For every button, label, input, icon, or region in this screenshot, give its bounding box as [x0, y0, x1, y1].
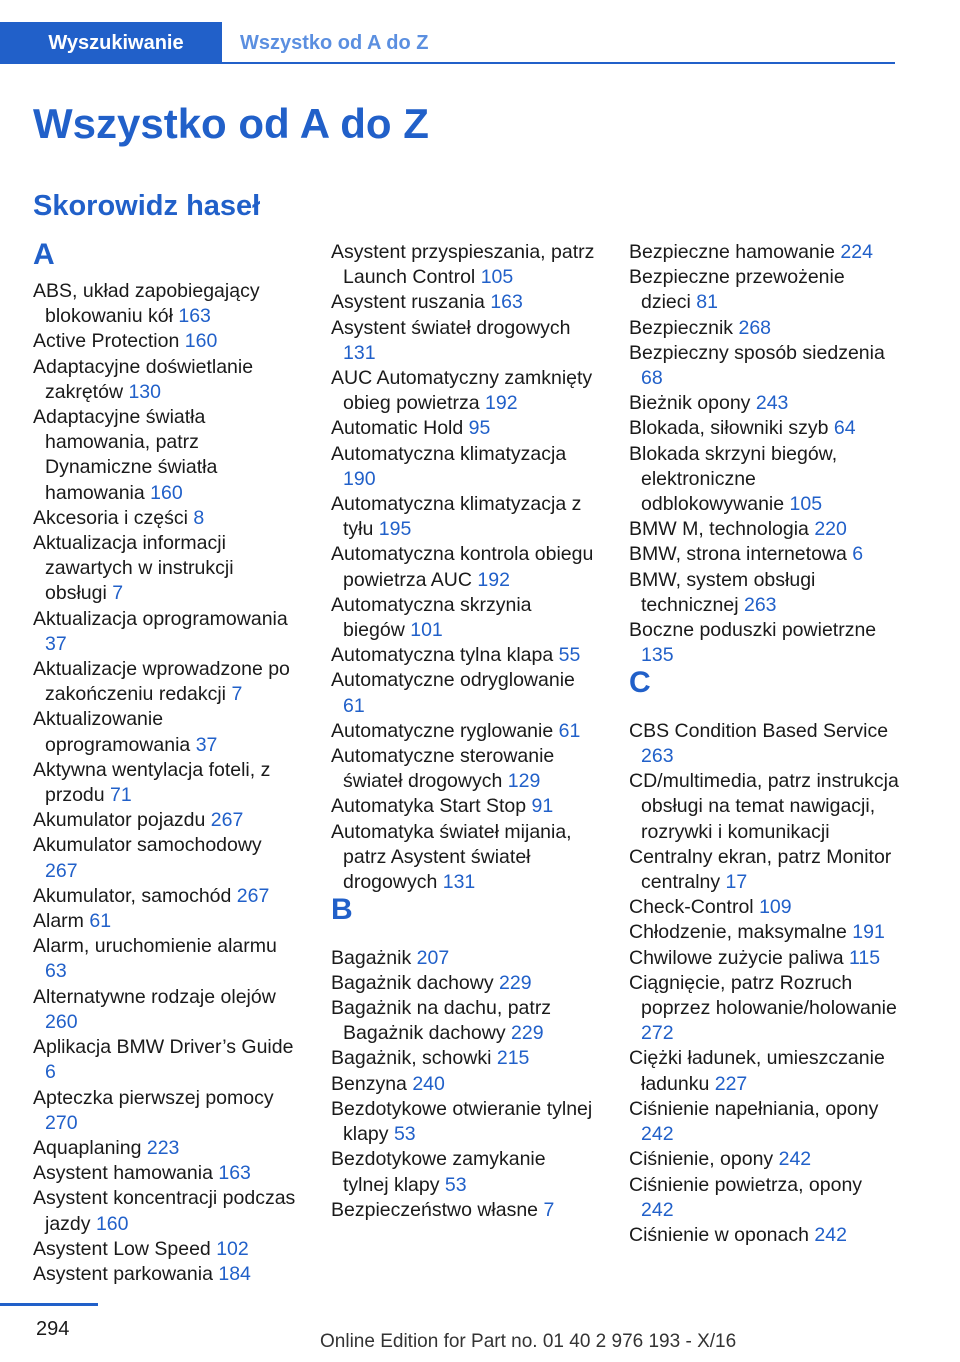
index-entry-text: Akumulator samochodowy — [33, 834, 262, 857]
index-entry — [629, 416, 899, 441]
index-entry-text: AUC Automatyczny zamknięty obieg powietrza — [331, 367, 593, 415]
index-page-link[interactable]: 135 — [641, 644, 674, 667]
index-entry — [629, 1223, 899, 1248]
index-entry — [33, 1262, 298, 1287]
index-page-link[interactable]: 267 — [210, 809, 244, 832]
index-entry-text: Automatic Hold — [331, 417, 464, 440]
index-entry — [629, 240, 899, 265]
index-entry-text: Bagażnik, schowki — [331, 1047, 492, 1070]
index-entry — [629, 719, 899, 769]
index-entry — [331, 794, 596, 819]
tab-a-to-z[interactable]: Wszystko od A do Z — [240, 32, 429, 54]
page-number: 294 — [36, 1318, 70, 1340]
page-title: Wszystko od A do Z — [33, 100, 429, 147]
index-page-link[interactable]: 267 — [236, 884, 270, 907]
index-entry-text: Automatyczne odryglowanie — [331, 669, 575, 692]
index-page-link[interactable]: 184 — [218, 1262, 251, 1285]
index-entry-text: Blokada, siłowniki szyb — [629, 417, 829, 440]
header-bar — [0, 22, 895, 64]
index-entry-text: Automatyka świateł mijania, patrz Asystent świateł drogowych — [331, 820, 572, 894]
index-entry — [331, 744, 596, 794]
index-page-link[interactable]: 229 — [511, 1022, 544, 1045]
index-page-link[interactable]: 130 — [128, 380, 161, 403]
index-entry-text: BMW, strona internetowa — [629, 543, 847, 566]
index-entry — [33, 985, 298, 1035]
index-entry-text: Bezdotykowe zamykanie tylnej klapy — [331, 1148, 546, 1196]
index-entry — [33, 1186, 298, 1236]
index-entry-text: Aktualizacja oprogramowania — [33, 607, 288, 630]
index-page-link[interactable]: 268 — [738, 316, 772, 339]
index-letter-heading: C — [629, 666, 651, 700]
index-entry — [33, 833, 298, 883]
index-entry — [33, 355, 298, 405]
index-page-link[interactable]: 102 — [216, 1237, 249, 1260]
index-entry — [629, 391, 899, 416]
index-page-link[interactable]: 229 — [499, 971, 532, 994]
index-page-link[interactable]: 105 — [480, 266, 514, 289]
index-page-link[interactable]: 242 — [641, 1123, 674, 1146]
index-entry — [331, 1072, 596, 1097]
index-entry — [33, 405, 298, 506]
index-page-link[interactable]: 61 — [89, 910, 112, 933]
index-page-link[interactable]: 242 — [814, 1223, 847, 1246]
index-entry — [331, 542, 596, 592]
index-entry — [331, 719, 596, 744]
index-entry — [33, 808, 298, 833]
index-page-link[interactable]: 64 — [833, 417, 856, 440]
index-page-link[interactable]: 91 — [531, 795, 554, 818]
index-page-link[interactable]: 81 — [696, 291, 718, 314]
index-page-link[interactable]: 224 — [840, 241, 873, 263]
index-page-link[interactable]: 223 — [146, 1136, 180, 1159]
index-entry-text: Asystent parkowania — [33, 1262, 213, 1285]
index-entry-text: Chwilowe zużycie paliwa — [629, 946, 844, 969]
index-entry-text: Chłodzenie, maksymalne — [629, 921, 847, 944]
index-entry — [331, 316, 596, 366]
index-entry — [629, 568, 899, 618]
index-letter-heading: B — [331, 893, 353, 927]
index-page-link[interactable]: 53 — [393, 1123, 416, 1146]
index-page-link[interactable]: 115 — [849, 946, 881, 969]
index-entry-text: Alarm, uruchomienie alarmu — [33, 935, 277, 958]
footer-edition: Online Edition for Part no. 01 40 2 976 193 - X/16 — [320, 1331, 737, 1352]
index-entry — [33, 531, 298, 607]
index-entry-text: Benzyna — [331, 1072, 407, 1095]
index-page-link[interactable]: 131 — [442, 871, 476, 894]
index-page-link[interactable]: 37 — [195, 733, 218, 756]
index-entry — [629, 1147, 899, 1172]
index-entry-text: Automatyczna kontrola obiegu powietrza AUC — [331, 543, 594, 591]
index-entry — [629, 946, 899, 971]
index-entry — [331, 1046, 596, 1071]
index-entry-text: Aplikacja BMW Driver’s Guide — [33, 1036, 294, 1059]
index-entry-text: Automatyczna skrzynia biegów — [331, 593, 532, 642]
index-page-link[interactable]: 7 — [112, 582, 124, 605]
index-entry-text: Akumulator pojazdu — [33, 809, 206, 832]
index-page-link[interactable]: 191 — [852, 921, 885, 944]
index-page-link[interactable]: 37 — [45, 632, 67, 655]
index-page-link[interactable]: 6 — [852, 543, 864, 566]
index-entry — [629, 517, 899, 542]
index-entry-text: Asystent hamowania — [33, 1162, 213, 1185]
index-page-link[interactable]: 17 — [725, 871, 748, 894]
index-entry — [33, 1237, 298, 1262]
index-column-1 — [33, 240, 298, 1287]
index-page-link[interactable]: 195 — [378, 518, 412, 541]
index-page-link[interactable]: 263 — [743, 593, 777, 616]
index-page-link[interactable]: 267 — [45, 859, 78, 882]
index-entry — [629, 316, 899, 341]
index-entry — [33, 909, 298, 934]
index-entry-text: Alternatywne rodzaje olejów — [33, 985, 276, 1008]
index-entry — [33, 506, 298, 531]
index-page-link[interactable]: 192 — [485, 392, 518, 415]
index-page-link[interactable]: 160 — [95, 1212, 129, 1235]
index-entry-text: Ciśnienie, opony — [629, 1148, 774, 1171]
index-entry-text: Check-Control — [629, 896, 754, 919]
index-entry-text: Ciśnienie napełniania, opony — [629, 1097, 879, 1120]
index-entry — [629, 341, 899, 391]
index-entry — [331, 366, 596, 416]
index-entry — [331, 1198, 596, 1223]
index-entry-text: Boczne poduszki powietrzne — [629, 619, 877, 642]
index-entry — [629, 1097, 899, 1147]
index-page-link[interactable]: 63 — [45, 960, 67, 983]
index-page-link[interactable]: 61 — [558, 719, 581, 742]
index-entry-text: Bagażnik dachowy — [331, 971, 494, 994]
index-entry — [629, 769, 899, 845]
index-page-link[interactable]: 207 — [416, 946, 450, 969]
index-page-link[interactable]: 105 — [789, 493, 823, 516]
index-entry-text: Ciśnienie powietrza, opony — [629, 1173, 863, 1196]
index-page-link[interactable]: 190 — [343, 467, 376, 490]
index-entry-text: Blokada skrzyni biegów, elektroniczne odblokowywanie — [629, 442, 838, 516]
index-entry — [331, 442, 596, 492]
index-entry — [331, 240, 596, 290]
index-entry — [33, 329, 298, 354]
index-page-link[interactable]: 263 — [641, 745, 674, 768]
index-entry-text: Bagażnik na dachu, patrz Bagażnik dachowy — [331, 997, 552, 1045]
index-page-link[interactable]: 260 — [45, 1010, 78, 1033]
index-entry — [33, 657, 298, 707]
index-entry-text: Bezpieczeństwo własne — [331, 1198, 539, 1221]
index-page-link[interactable]: 61 — [343, 694, 365, 717]
index-entry — [629, 1173, 899, 1223]
section-title: Skorowidz haseł — [33, 190, 261, 222]
index-page-link[interactable]: 7 — [543, 1198, 555, 1221]
index-entry-text: Bagażnik — [331, 946, 412, 969]
index-page-link[interactable]: 131 — [343, 341, 376, 364]
index-entry-text: Aktywna wentylacja foteli, z przodu — [33, 758, 271, 807]
index-entry — [331, 593, 596, 643]
index-page-link[interactable]: 243 — [755, 392, 789, 415]
index-entry-text: Akcesoria i części — [33, 506, 188, 529]
index-entry-text: Bezpieczny sposób siedzenia — [629, 341, 885, 364]
index-entry-text: Aquaplaning — [33, 1136, 142, 1159]
index-page-link[interactable]: 55 — [558, 644, 581, 667]
index-entry-text: CBS Condition Based Service — [629, 719, 889, 742]
index-page-link[interactable]: 215 — [496, 1047, 530, 1070]
index-entry-text: CD/multimedia, patrz instrukcja obsługi na temat nawigacji, rozrywki i komunikacji — [629, 770, 899, 843]
index-entry — [33, 934, 298, 984]
index-column-2 — [331, 240, 596, 1223]
index-entry-text: Bezpieczne hamowanie — [629, 241, 835, 263]
index-column-3 — [629, 240, 899, 1248]
index-entry — [33, 758, 298, 808]
index-entry — [33, 1035, 298, 1085]
index-entry-text: BMW M, technologia — [629, 518, 809, 541]
index-page-link[interactable]: 95 — [468, 417, 491, 440]
index-entry — [629, 895, 899, 920]
index-entry — [629, 442, 899, 518]
index-entry-text: Apteczka pierwszej pomocy — [33, 1086, 274, 1109]
index-page-link[interactable]: 163 — [178, 305, 211, 328]
index-entry — [331, 971, 596, 996]
index-entry-text: Automatyka Start Stop — [331, 795, 527, 818]
index-entry-text: Automatyczne ryglowanie — [331, 719, 554, 742]
index-entry-text: Adaptacyjne światła hamowania, patrz Dynamiczne światła hamowania — [33, 406, 218, 504]
index-entry — [629, 618, 899, 668]
index-page-link[interactable]: 109 — [759, 896, 792, 919]
index-letter-heading: A — [33, 238, 55, 271]
index-page-link[interactable]: 163 — [218, 1162, 251, 1185]
index-entry — [33, 607, 298, 657]
index-page-link[interactable]: 53 — [444, 1173, 467, 1196]
index-entry — [331, 643, 596, 668]
index-entry — [331, 1147, 596, 1197]
index-page-link[interactable]: 129 — [507, 770, 541, 793]
index-page-link[interactable]: 7 — [231, 683, 243, 706]
index-entry-text: Asystent przyspieszania, patrz Launch Control — [331, 241, 595, 289]
index-entry-text: Bezdotykowe otwieranie tylnej klapy — [331, 1097, 593, 1146]
index-entry — [331, 416, 596, 441]
index-page-link[interactable]: 272 — [641, 1022, 674, 1045]
index-page-link[interactable]: 163 — [490, 291, 523, 314]
index-entry — [331, 492, 596, 542]
index-entry-text: Automatyczne sterowanie świateł drogowych — [331, 745, 555, 793]
index-page-link[interactable]: 8 — [193, 506, 205, 529]
index-entry — [331, 996, 596, 1046]
index-page-link[interactable]: 220 — [814, 518, 847, 541]
index-entry — [33, 1161, 298, 1186]
index-entry-text: Asystent koncentracji podczas jazdy — [33, 1187, 296, 1235]
index-page-link[interactable]: 242 — [778, 1148, 812, 1171]
index-page-link[interactable]: 242 — [641, 1198, 674, 1221]
index-entry — [629, 1046, 899, 1096]
index-page-link[interactable]: 101 — [410, 619, 443, 642]
index-entry-text: Ciężki ładunek, umieszczanie ładunku — [629, 1047, 885, 1095]
index-entry — [33, 1086, 298, 1136]
index-page-link[interactable]: 227 — [714, 1072, 748, 1095]
index-entry-text: Automatyczna klimatyzacja — [331, 442, 567, 465]
index-page-link[interactable]: 160 — [184, 330, 218, 353]
index-entry-text: Active Protection — [33, 330, 180, 353]
index-entry — [33, 707, 298, 757]
index-entry-text: Bezpieczne przewożenie dzieci — [629, 266, 845, 314]
index-entry — [33, 884, 298, 909]
index-entry-text: Alarm — [33, 910, 84, 933]
index-entry-text: Aktualizacje wprowadzone po zakończeniu redakcji — [33, 658, 290, 706]
index-entry-text: Adaptacyjne doświetlanie zakrętów — [33, 355, 254, 403]
index-page-link[interactable]: 160 — [150, 481, 183, 504]
index-entry — [629, 920, 899, 945]
index-entry-text: Automatyczna tylna klapa — [331, 644, 554, 667]
index-entry-text: Automatyczna klimatyzacja z tyłu — [331, 493, 582, 541]
index-entry-text: Bezpiecznik — [629, 316, 734, 339]
index-entry — [331, 290, 596, 315]
index-page-link[interactable]: 71 — [110, 784, 132, 807]
index-entry — [331, 668, 596, 718]
index-entry-text: Akumulator, samochód — [33, 884, 232, 907]
page-number-bar — [0, 1303, 98, 1306]
index-entry-text: Aktualizacja informacji zawartych w instrukcji obsługi — [33, 532, 234, 605]
index-entry-text: Aktualizowanie oprogramowania — [33, 708, 191, 756]
index-entry-text: Ciśnienie w oponach — [629, 1223, 809, 1246]
index-entry-text: Centralny ekran, patrz Monitor centralny — [629, 845, 892, 894]
index-entry-text: Asystent świateł drogowych — [331, 316, 571, 339]
index-entry — [33, 1136, 298, 1161]
index-entry-text: Asystent ruszania — [331, 291, 485, 314]
index-entry — [331, 946, 596, 971]
index-entry — [33, 279, 298, 329]
index-entry — [629, 265, 899, 315]
index-entry-text: Asystent Low Speed — [33, 1237, 211, 1260]
index-entry — [331, 820, 596, 896]
index-page-link[interactable]: 270 — [45, 1111, 78, 1134]
index-entry — [331, 1097, 596, 1147]
index-entry-text: BMW, system obsługi technicznej — [629, 568, 816, 616]
index-entry-text: Bieżnik opony — [629, 392, 751, 415]
tab-search[interactable]: Wyszukiwanie — [0, 22, 222, 62]
index-entry — [629, 542, 899, 567]
index-entry-text: Ciągnięcie, patrz Rozruch poprzez holowanie/holowanie — [629, 971, 897, 1020]
index-entry — [629, 971, 899, 1047]
index-page-link[interactable]: 240 — [412, 1072, 445, 1095]
index-page-link[interactable]: 68 — [641, 367, 663, 390]
index-page-link[interactable]: 6 — [45, 1061, 56, 1084]
index-entry — [629, 845, 899, 895]
index-page-link[interactable]: 192 — [477, 568, 510, 591]
index-entry-text: ABS, układ zapobiegający blokowaniu kół — [33, 280, 260, 328]
